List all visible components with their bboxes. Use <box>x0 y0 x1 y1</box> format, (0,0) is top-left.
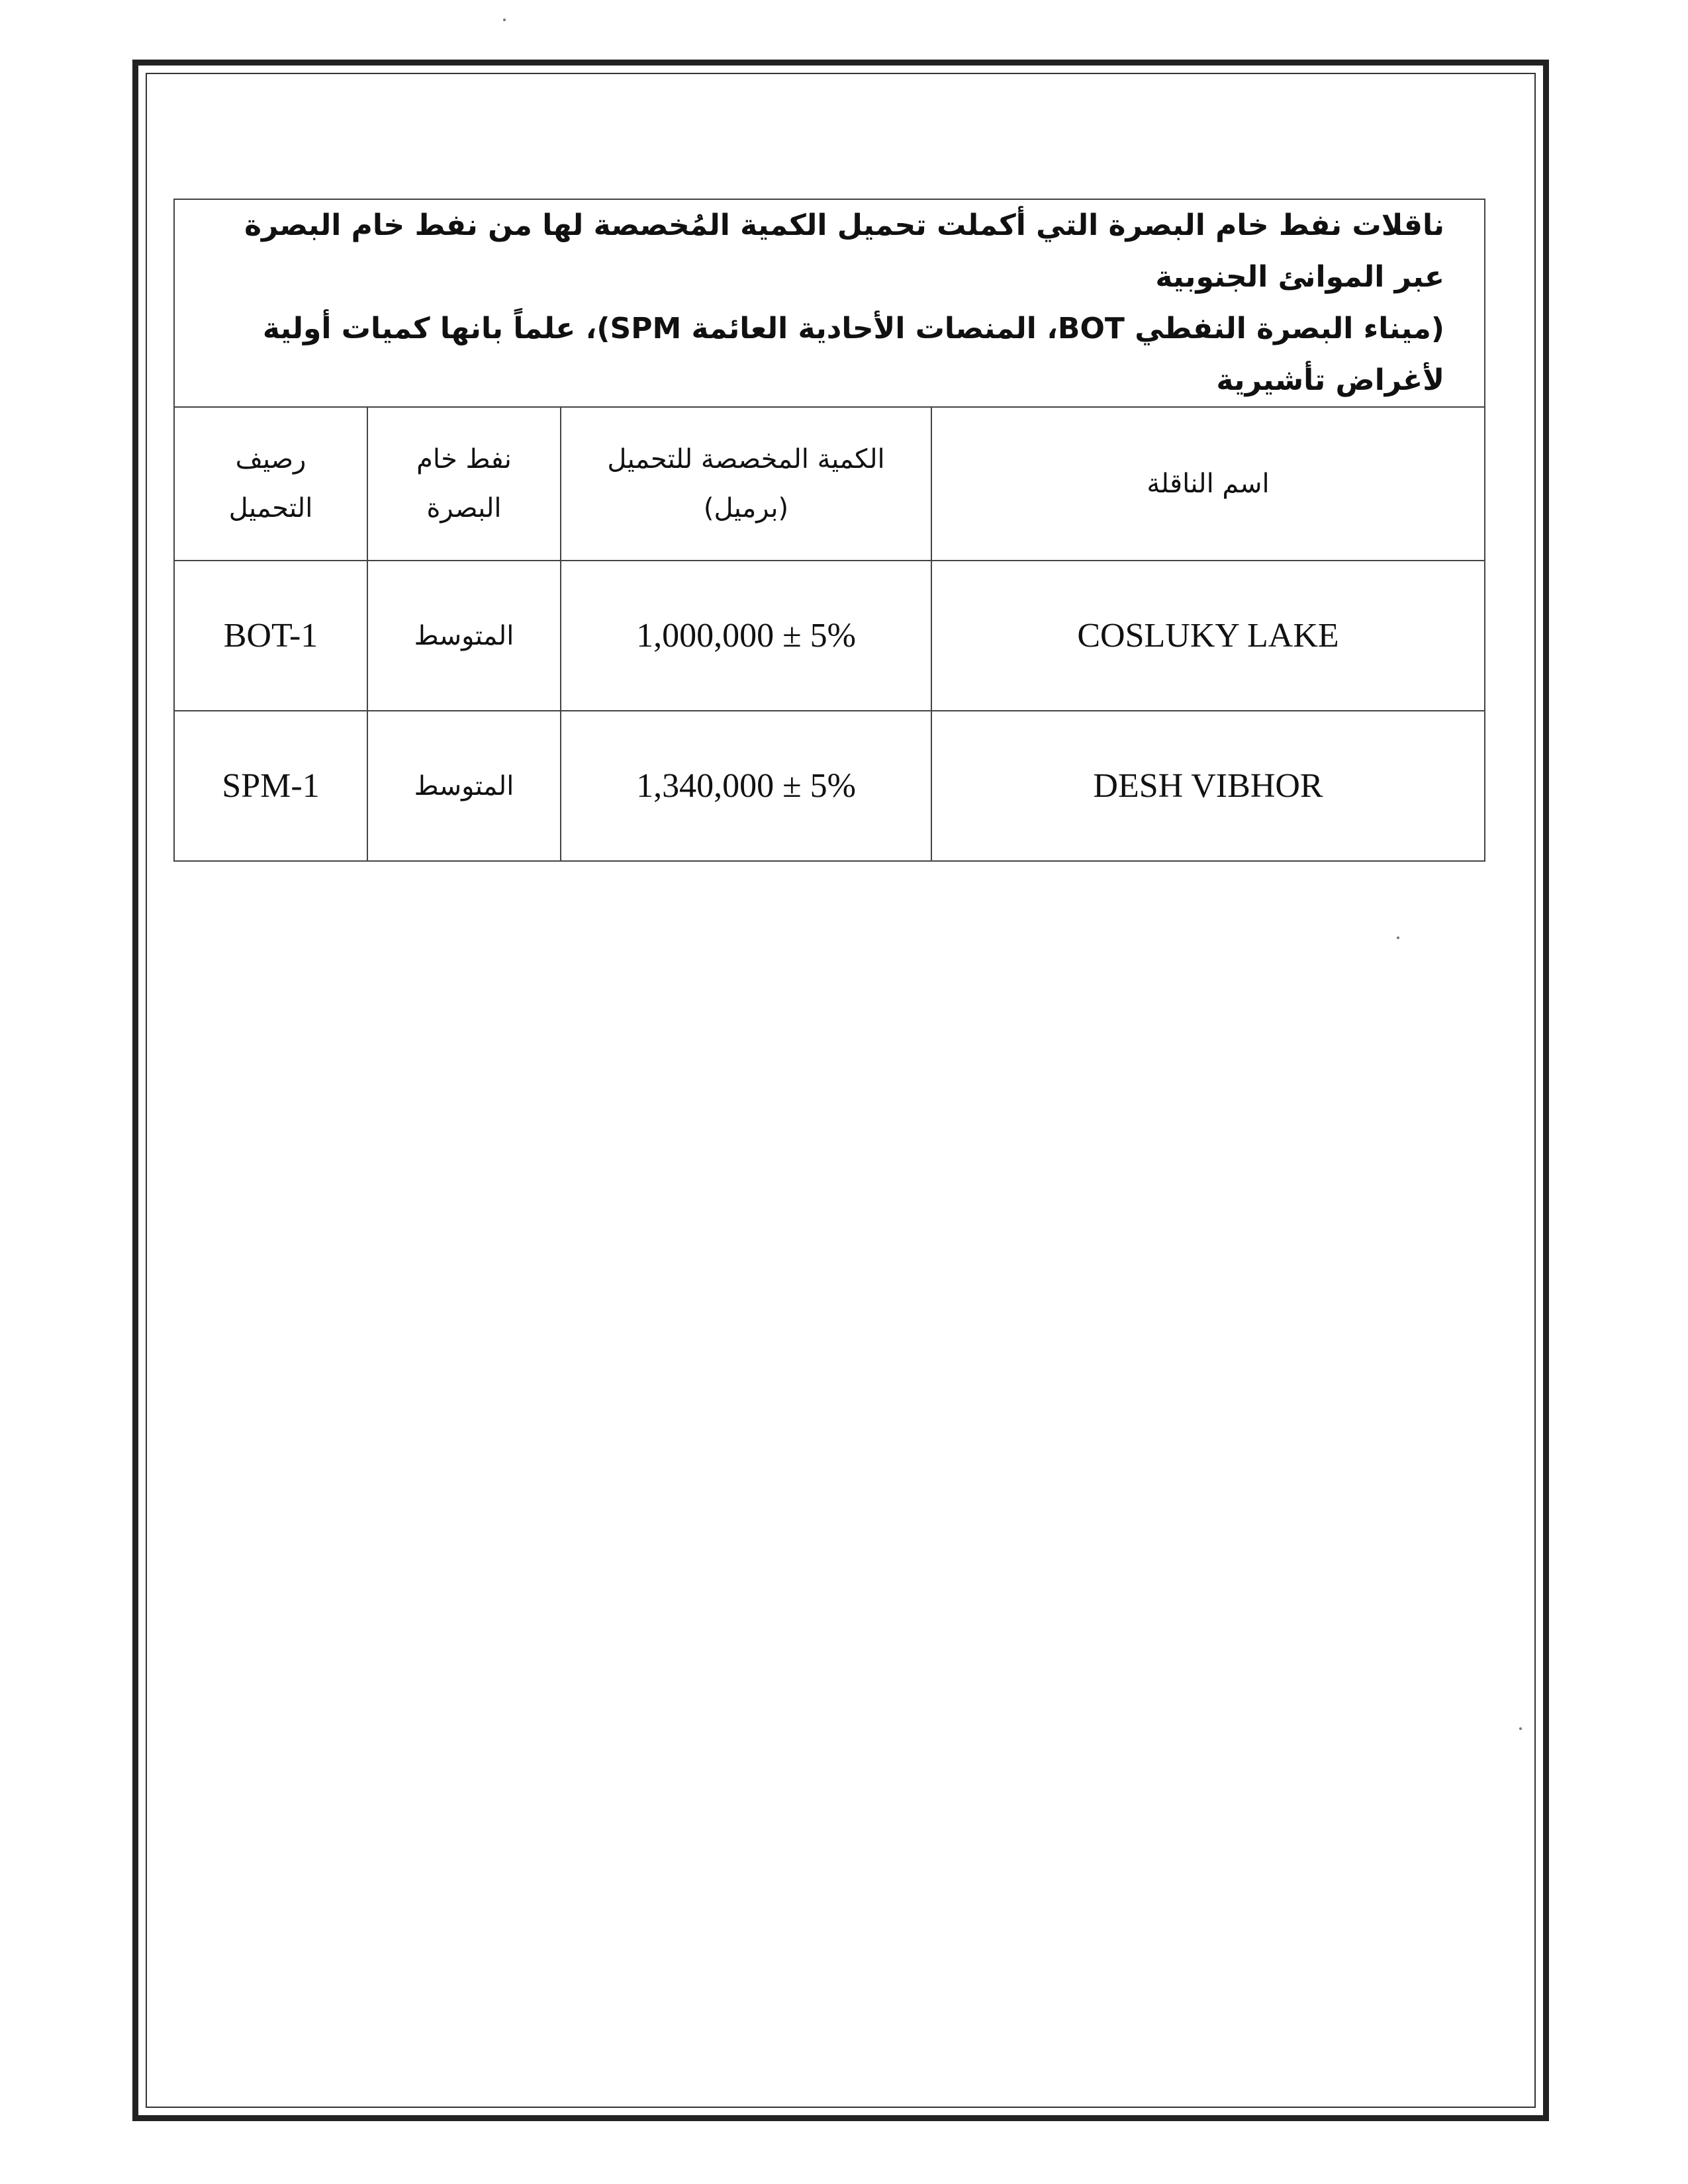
tanker-name-cell: DESH VIBHOR <box>931 711 1485 861</box>
crude-type-cell: المتوسط <box>367 711 561 861</box>
header-crude-type: نفط خام البصرة <box>367 407 561 561</box>
table-row <box>174 711 1485 861</box>
loading-berth-cell: BOT-1 <box>174 561 367 711</box>
table-header-row <box>174 407 1485 561</box>
header-quantity: الكمية المخصصة للتحميل (برميل) <box>561 407 931 561</box>
crude-type-cell: المتوسط <box>367 561 561 711</box>
table-row <box>174 561 1485 711</box>
header-loading-berth: رصيف التحميل <box>174 407 367 561</box>
tanker-name-cell: COSLUKY LAKE <box>931 561 1485 711</box>
table-title-row <box>174 199 1485 407</box>
quantity-cell: 1,340,000 ± 5% <box>561 711 931 861</box>
table-title-line: ناقلات نفط خام البصرة التي أكملت تحميل الكمية المُخصصة لها من نفط خام البصرة عبر الموانئ الجنوبية <box>244 208 1444 294</box>
table-title <box>174 199 1485 407</box>
tankers-table <box>173 199 1485 862</box>
scan-speck <box>1397 936 1399 939</box>
table-title-line: (ميناء البصرة النفطي BOT، المنصات الأحادية العائمة SPM)، علماً بانها كميات أولية لأغراض تأشيرية <box>262 312 1444 397</box>
scan-speck <box>1519 1727 1522 1730</box>
header-tanker-name: اسم الناقلة <box>931 407 1485 561</box>
scan-speck <box>503 19 506 21</box>
quantity-cell: 1,000,000 ± 5% <box>561 561 931 711</box>
tankers-table-container <box>173 199 1484 821</box>
loading-berth-cell: SPM-1 <box>174 711 367 861</box>
